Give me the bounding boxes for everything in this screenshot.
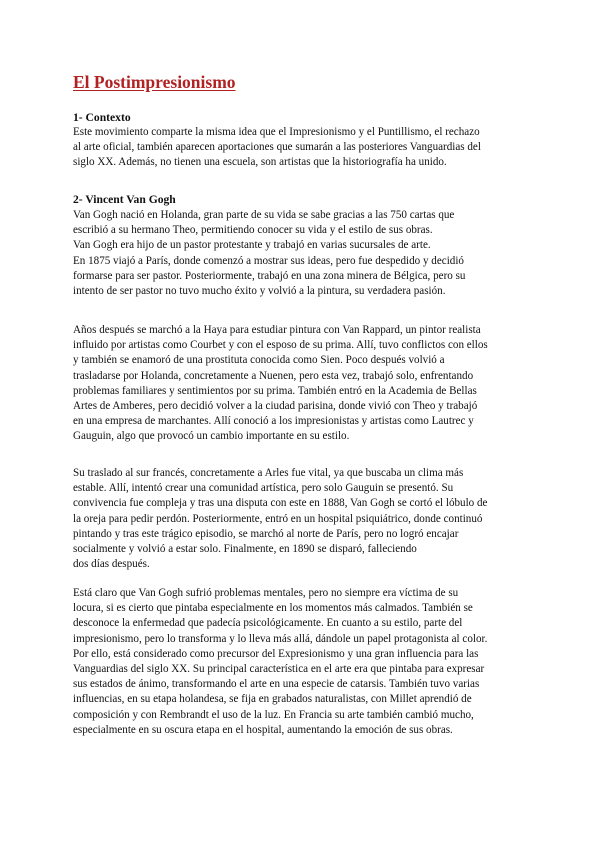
document-title: El Postimpresionismo <box>73 72 236 92</box>
section-heading-contexto: 1- Contexto <box>73 111 131 124</box>
text-line: Por ello, está considerado como precursor del Expresionismo y una gran influencia para las <box>73 647 479 660</box>
text-line: pintando y tras este trágico episodio, se marchó al norte de París, pero no logró encajar <box>73 527 459 540</box>
text-line: desconoce la enfermedad que padecía psicológicamente. En cuanto a su estilo, parte del <box>73 617 463 630</box>
text-line: sus estados de ánimo, transformando el arte en una especie de catarsis. También tuvo varias <box>73 678 480 691</box>
text-line: socialmente y volvió a estar solo. Finalmente, en 1890 se disparó, falleciendo <box>73 542 417 555</box>
text-line: en una empresa de marchantes. Allí conoció a los impresionistas y artistas como Lautrec y <box>73 415 474 428</box>
text-line: dos días después. <box>73 558 150 571</box>
text-line: especialmente en su oscura etapa en el hospital, aumentando la emoción de sus obras. <box>73 723 453 736</box>
text-line: En 1875 viajó a París, donde comenzó a mostrar sus ideas, pero fue despedido y decidió <box>73 254 464 267</box>
paragraph-contexto <box>73 125 543 171</box>
text-line: impresionismo, pero lo transforma y lo lleva más allá, dándole un papel protagonista al color. <box>73 632 488 645</box>
paragraph-haya <box>73 323 543 445</box>
text-line: Artes de Amberes, pero decidió volver a la ciudad parisina, donde vivió con Theo y trabajó <box>73 399 478 412</box>
text-line: estable. Allí, intentó crear una comunidad artística, pero solo Gauguin se presentó. Su <box>73 482 454 495</box>
text-line: formarse para ser pastor. Posteriormente, trabajó en una zona minera de Bélgica, pero su <box>73 269 466 282</box>
text-line: Está claro que Van Gogh sufrió problemas mentales, pero no siempre era víctima de su <box>73 587 459 599</box>
text-line: problemas familiares y sentimientos por su prima. También entró en la Academia de Bellas <box>73 384 477 397</box>
text-line: escribió a su hermano Theo, permitiendo conocer su vida y el estilo de sus obras. <box>73 224 433 237</box>
text-line: y también se enamoró de una prostituta conocida como Sien. Poco después volvió a <box>73 354 445 367</box>
paragraph-estilo <box>73 586 543 738</box>
text-line: la oreja para pedir perdón. Posteriormente, entró en un hospital psiquiátrico, donde continuó <box>73 512 483 525</box>
text-line: Gauguin, algo que provocó un cambio importante en su estilo. <box>73 430 350 443</box>
text-line: convivencia fue compleja y tras una disputa con este en 1888, Van Gogh se cortó el lóbulo de <box>73 497 488 510</box>
text-line: influido por artistas como Courbet y con el esposo de su prima. Allí, tuvo conflictos con ellos <box>73 339 488 352</box>
text-line: al arte oficial, también aparecen aportaciones que sumarán a las posteriores Vanguardias del <box>73 141 481 154</box>
paragraph-arles <box>73 466 543 572</box>
text-line: trasladarse por Holanda, concretamente a Nuenen, pero esta vez, trabajó solo, enfrentando <box>73 369 474 382</box>
text-line: Van Gogh nació en Holanda, gran parte de su vida se sabe gracias a las 750 cartas que <box>73 209 455 221</box>
text-line: Su traslado al sur francés, concretamente a Arles fue vital, ya que buscaba un clima más <box>73 467 464 479</box>
text-line: Vanguardias del siglo XX. Su principal característica en el arte era que pintaba para expresar <box>73 662 485 675</box>
text-line: locura, si es cierto que pintaba especialmente en los momentos más calmados. También se <box>73 602 473 615</box>
text-line: composición y con Rembrandt el uso de la luz. En Francia su arte también cambió mucho, <box>73 708 474 721</box>
text-line: influencias, en su etapa holandesa, se fija en grabados naturalistas, con Millet aprendió de <box>73 693 472 706</box>
text-line: Van Gogh era hijo de un pastor protestante y trabajó en varias sucursales de arte. <box>73 239 431 252</box>
text-line: Años después se marchó a la Haya para estudiar pintura con Van Rappard, un pintor realista <box>73 324 481 336</box>
section-heading-van-gogh: 2- Vincent Van Gogh <box>73 193 176 206</box>
text-line: intento de ser pastor no tuvo mucho éxito y volvió a la pintura, su verdadera pasión. <box>73 284 446 297</box>
text-line: siglo XX. Además, no tienen una escuela, son artistas que la historiografía ha unido. <box>73 156 447 169</box>
paragraph-biografia <box>73 208 543 299</box>
text-line: Este movimiento comparte la misma idea que el Impresionismo y el Puntillismo, el rechazo <box>73 126 480 138</box>
